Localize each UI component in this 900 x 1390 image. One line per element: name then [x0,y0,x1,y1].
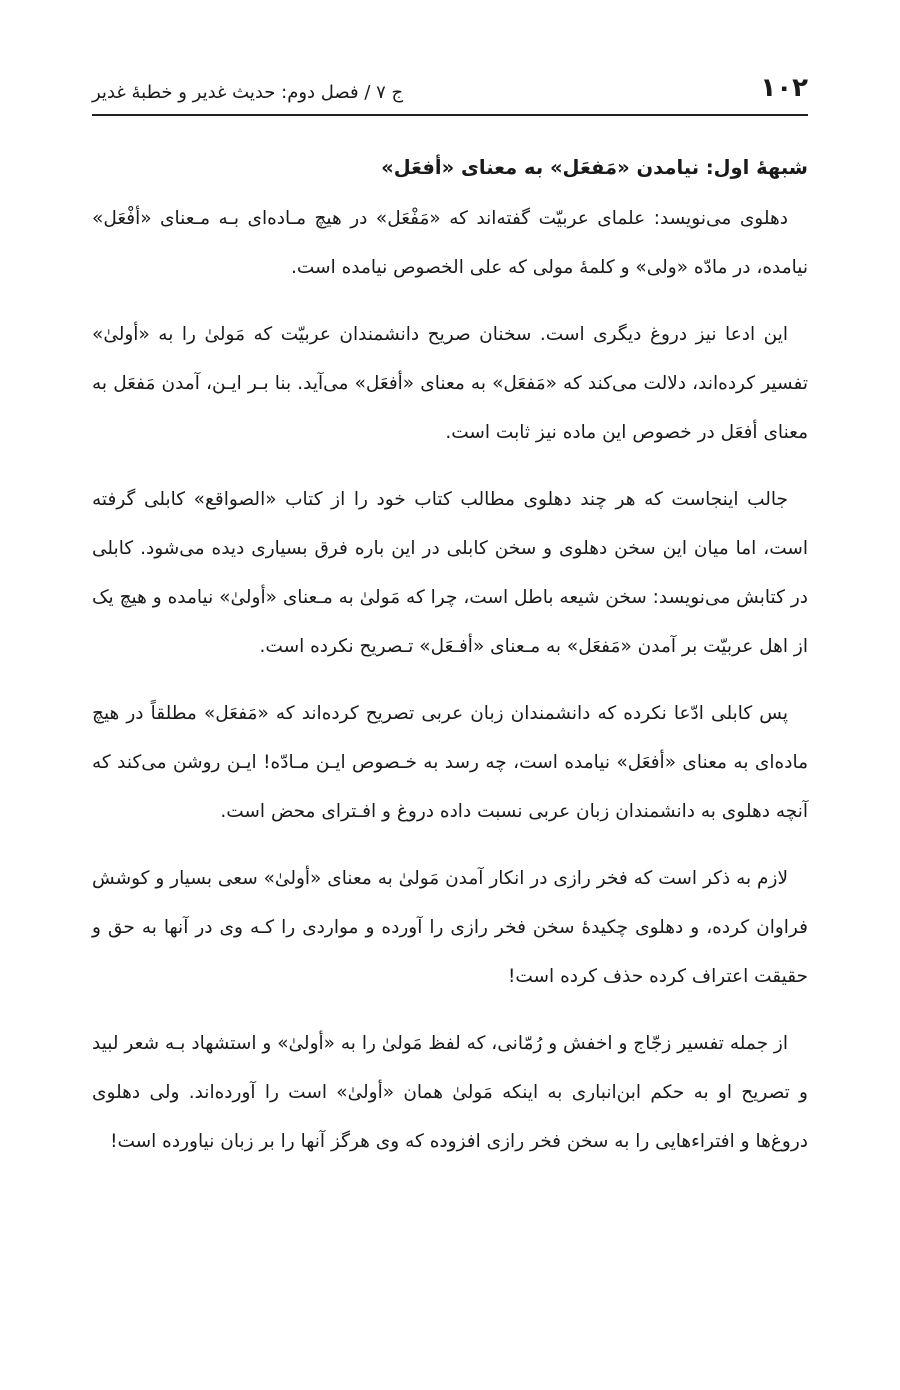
running-title: ج ۷ / فصل دوم: حدیث غدیر و خطبۀ غدیر [92,82,404,103]
running-header [92,62,808,116]
section-title: شبهۀ اول: نیامدن «مَفعَل» به معنای «أفعَل» [381,156,808,179]
paragraph-5: لازم به ذکر است که فخر رازی در انکار آمدن مَولیٰ به معنای «أولیٰ» سعی بسیار و کوشش فراوان کرده، و دهلوی چکیدۀ سخن فخر رازی را آورده و مواردی را کـه وی در آنها به حق و حقیقت اعتراف کرده حذف کرده است! [92,868,808,987]
paragraph-1: دهلوی می‌نویسد: علمای عربیّت گفته‌اند که «مَفْعَل» در هیچ مـاده‌ای بـه مـعنای «أفْعَل» نیامده، در مادّه «ولی» و کلمۀ مولی که علی الخصوص نیامده است. [92,208,808,278]
paragraph-4: پس کابلی ادّعا نکرده که دانشمندان زبان عربی تصریح کرده‌اند که «مَفعَل» مطلقاً در هیچ ماده‌ای به معنای «أفعَل» نیامده است، چه رسد به خـصوص ایـن مـادّه! ایـن روشن می‌کند که آنچه دهلوی به دانشمندان زبان عربی نسبت داده دروغ و افـترای محض است. [92,703,808,822]
book-page [92,62,808,1184]
paragraph-3: جالب اینجاست که هر چند دهلوی مطالب کتاب خود را از کتاب «الصواقع» کابلی گرفته است، اما میان این سخن دهلوی و سخن کابلی در این باره فرق بسیاری دیده می‌شود. کابلی در کتابش می‌نویسد: سخن شیعه باطل است، چرا که مَولیٰ به مـعنای «أولیٰ» نیامده و هیچ یک از اهل عربیّت بر آمدن «مَفعَل» به مـعنای «أفـعَل» تـصریح نکرده است. [92,489,808,657]
paragraph-2: این ادعا نیز دروغ دیگری است. سخنان صریح دانشمندان عربیّت که مَولیٰ را به «أولیٰ» تفسیر کرده‌اند، دلالت می‌کند که «مَفعَل» به معنای «أفعَل» می‌آید. بنا بـر ایـن، آمدن مَفعَل به معنای أفعَل در خصوص این ماده نیز ثابت است. [92,324,808,443]
paragraph-6: از جمله تفسیر زجّاج و اخفش و رُمّانی، که لفظ مَولیٰ را به «أولیٰ» و استشهاد بـه شعر لبید و تصریح او به حکم ابن‌انباری به اینکه مَولیٰ همان «أولیٰ» است را آورده‌اند. ولی دهلوی دروغ‌ها و افتراءهایی را به سخن فخر رازی افزوده که وی هرگز آنها را بر زبان نیاورده است! [92,1033,808,1152]
page-number: ۱۰۲ [760,73,808,103]
